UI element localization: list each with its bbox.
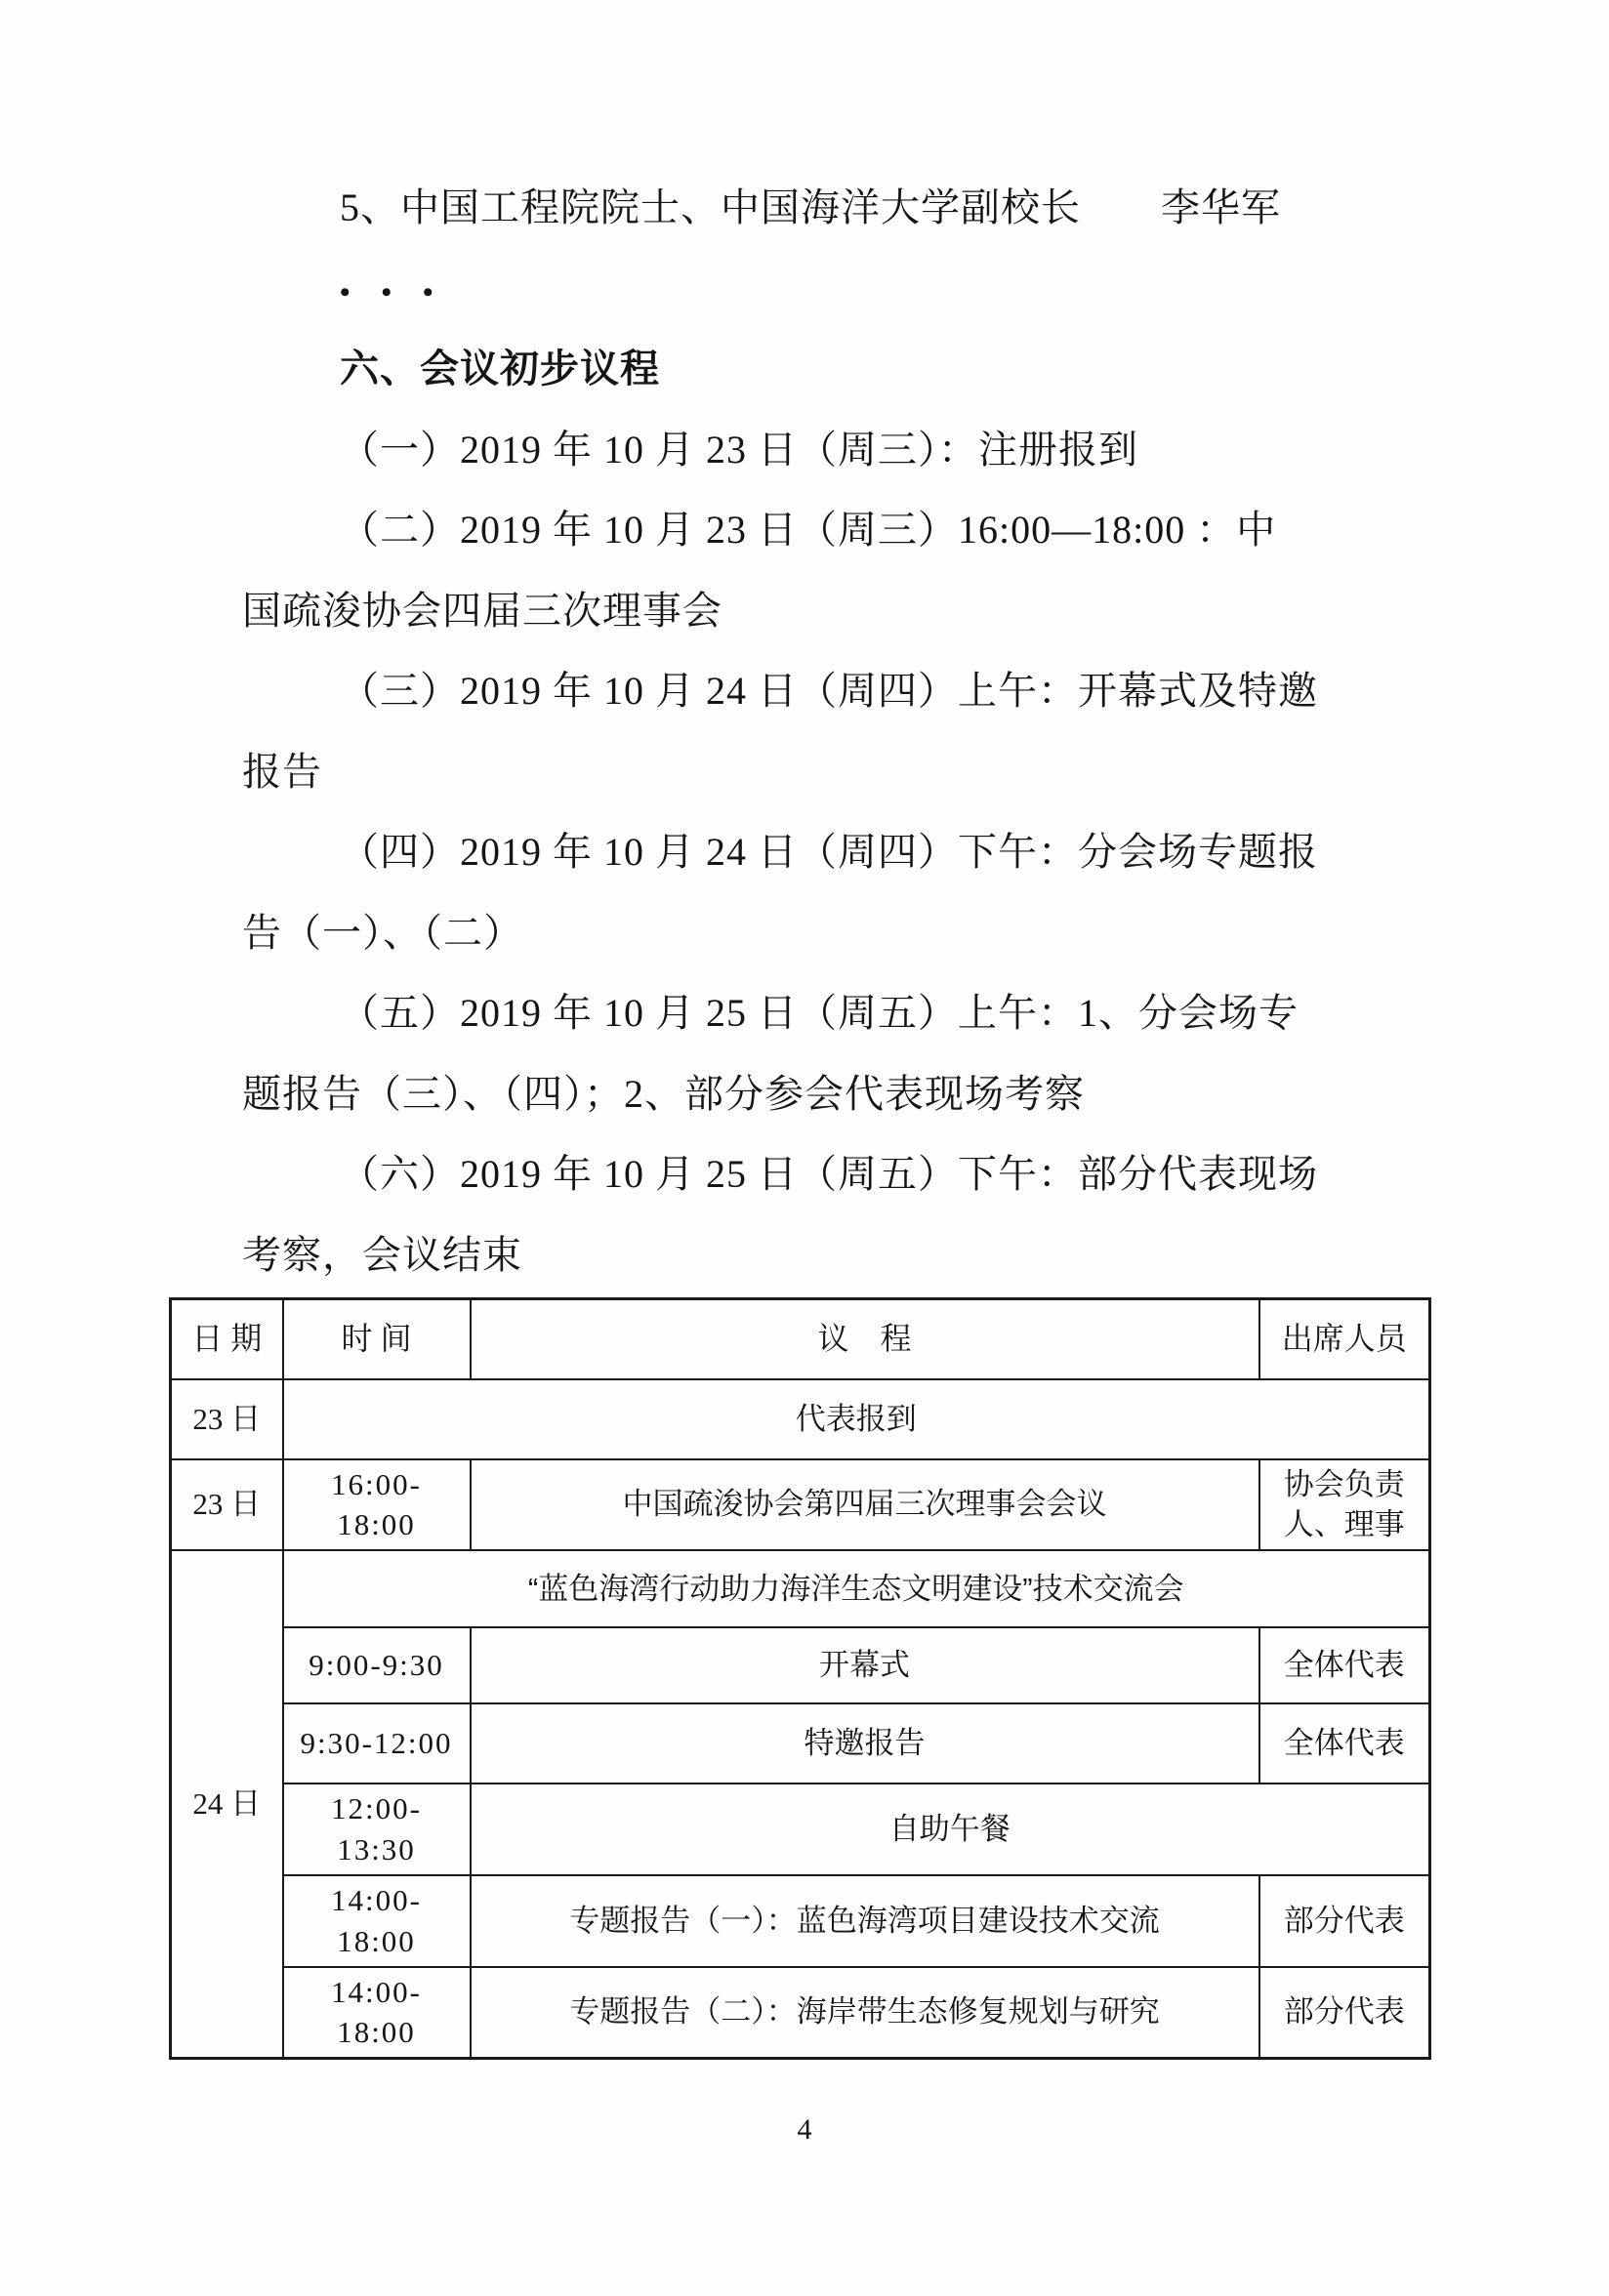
table-row	[171, 1784, 1430, 1875]
table-row	[171, 1550, 1430, 1627]
table-cell-agenda: 特邀报告	[471, 1703, 1259, 1784]
table-cell-attendees: 部分代表	[1259, 1967, 1430, 2059]
body-line-ellipsis	[242, 249, 1443, 330]
table-cell-time: 12:00-13:30	[283, 1784, 471, 1875]
header-attendees: 出席人员	[1259, 1299, 1430, 1379]
table-cell-attendees: 全体代表	[1259, 1703, 1430, 1784]
table-cell-agenda: 自助午餐	[471, 1784, 1430, 1875]
table-cell-agenda: 代表报到	[283, 1379, 1430, 1459]
table-cell-time: 16:00-18:00	[283, 1459, 471, 1551]
table-cell-time: 14:00-18:00	[283, 1875, 471, 1967]
body-line: （二）2019 年 10 月 23 日（周三）16:00—18:00 ：中	[340, 508, 1277, 552]
body-line: 题报告（三）、（四）；2、部分参会代表现场考察	[242, 1071, 1085, 1116]
body-line: 5、中国工程院院士、中国海洋大学副校长 李华军	[340, 185, 1281, 229]
table-row	[171, 1459, 1430, 1551]
section-heading: 六、会议初步议程	[340, 348, 660, 390]
table-cell-date: 24 日	[171, 1550, 283, 2059]
header-time: 时 间	[283, 1299, 471, 1379]
table-cell-agenda: 开幕式	[471, 1627, 1259, 1703]
table-cell-attendees: 协会负责人、理事	[1259, 1459, 1430, 1551]
body-line: （三）2019 年 10 月 24 日（周四）上午：开幕式及特邀	[340, 669, 1318, 713]
table-row	[171, 1379, 1430, 1459]
body-line: 考察，会议结束	[242, 1232, 522, 1277]
agenda-table	[169, 1297, 1431, 2060]
body-line: （五）2019 年 10 月 25 日（周五）上午：1、分会场专	[340, 991, 1299, 1035]
body-line: （六）2019 年 10 月 25 日（周五）下午：部分代表现场	[340, 1152, 1318, 1196]
body-text	[242, 168, 1443, 1295]
body-line: 国疏浚协会四届三次理事会	[242, 588, 722, 633]
body-line: （四）2019 年 10 月 24 日（周四）下午：分会场专题报	[340, 830, 1318, 874]
table-cell-time: 9:00-9:30	[283, 1627, 471, 1703]
table-cell-agenda: “蓝色海湾行动助力海洋生态文明建设”技术交流会	[283, 1550, 1430, 1627]
page-number: 4	[797, 2113, 812, 2146]
table-cell-attendees: 全体代表	[1259, 1627, 1430, 1703]
table-cell-agenda: 中国疏浚协会第四届三次理事会会议	[471, 1459, 1259, 1551]
header-date: 日 期	[171, 1299, 283, 1379]
table-row	[171, 1967, 1430, 2059]
table-cell-attendees: 部分代表	[1259, 1875, 1430, 1967]
table-header-row	[171, 1299, 1430, 1379]
table-cell-agenda: 专题报告（一）：蓝色海湾项目建设技术交流	[471, 1875, 1259, 1967]
body-line: 报告	[242, 749, 322, 794]
table-cell-date: 23 日	[171, 1459, 283, 1551]
ellipsis-dots: •••	[340, 275, 465, 308]
header-agenda: 议 程	[471, 1299, 1259, 1379]
table-row	[171, 1627, 1430, 1703]
table-row	[171, 1703, 1430, 1784]
body-line: 告（一）、（二）	[242, 910, 523, 955]
table-row	[171, 1875, 1430, 1967]
table-cell-date: 23 日	[171, 1379, 283, 1459]
table-cell-agenda: 专题报告（二）：海岸带生态修复规划与研究	[471, 1967, 1259, 2059]
table-cell-time: 9:30-12:00	[283, 1703, 471, 1784]
body-line: （一）2019 年 10 月 23 日（周三）：注册报到	[340, 427, 1138, 472]
table-cell-time: 14:00-18:00	[283, 1967, 471, 2059]
